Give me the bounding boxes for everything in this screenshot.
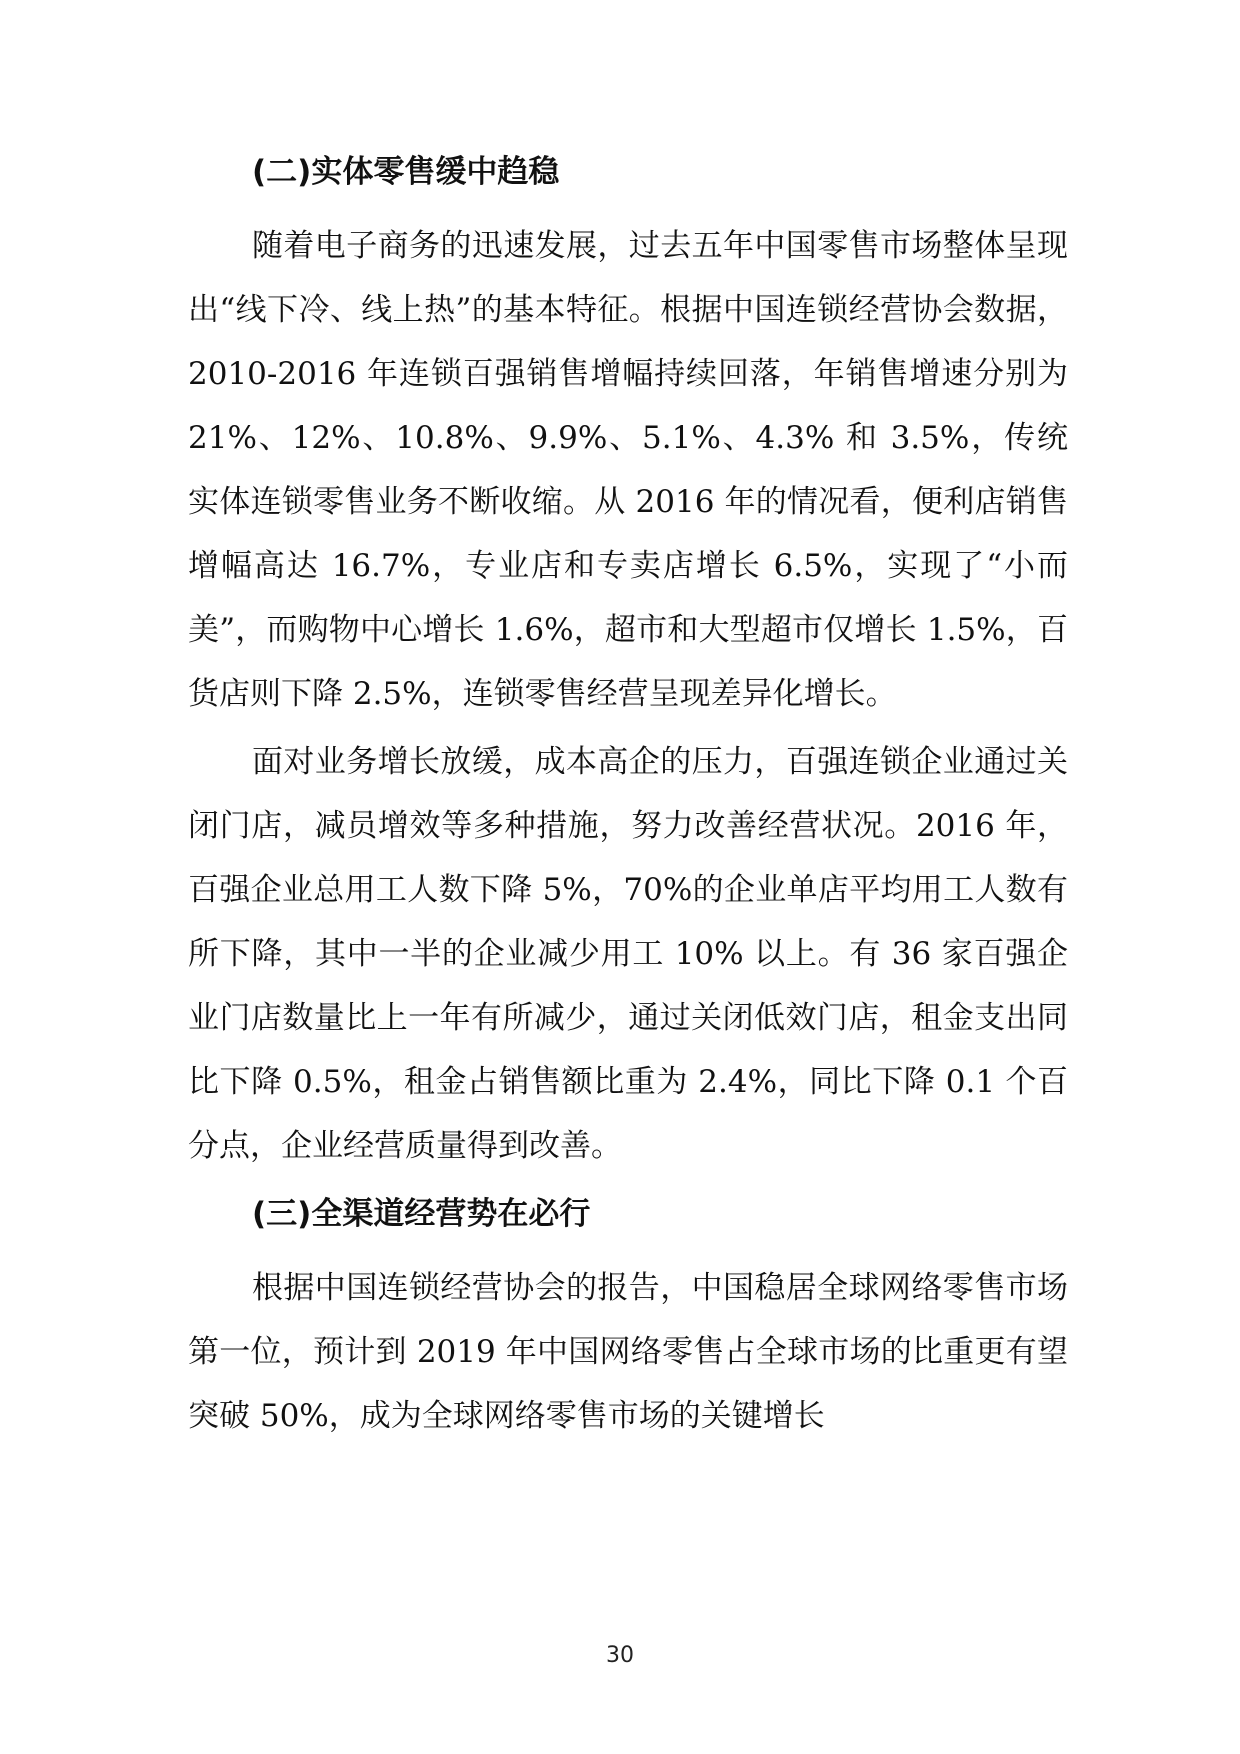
page-number: 30 (606, 1643, 634, 1668)
paragraph: 根据中国连锁经营协会的报告，中国稳居全球网络零售市场第一位，预计到 2019 年中国网络零售占全球市场的比重更有望突破 50%，成为全球网络零售市场的关键增长 (188, 1270, 1068, 1434)
section-heading-2: (二)实体零售缓中趋稳 (252, 154, 560, 190)
page-content (188, 150, 1068, 1452)
section-heading-3: (三)全渠道经营势在必行 (252, 1196, 591, 1232)
paragraph: 面对业务增长放缓，成本高企的压力，百强连锁企业通过关闭门店，减员增效等多种措施，努力改善经营状况。2016 年，百强企业总用工人数下降 5%，70%的企业单店平均用工人数有所下降，其中一半的企业减少用工 10% 以上。有 36 家百强企业门店数量比上一年有所减少，通过关闭低效门店，租金支出同比下降 0.5%，租金占销售额比重为 2.4%，同比下降 0.1 个百分点，企业经营质量得到改善。 (188, 744, 1068, 1164)
paragraph: 随着电子商务的迅速发展，过去五年中国零售市场整体呈现出“线下冷、线上热”的基本特征。根据中国连锁经营协会数据，2010-2016 年连锁百强销售增幅持续回落，年销售增速分别为 21%、12%、10.8%、9.9%、5.1%、4.3% 和 3.5%，传统实体连锁零售业务不断收缩。从 2016 年的情况看，便利店销售增幅高达 16.7%，专业店和专卖店增长 6.5%，实现了“小而美”，而购物中心增长 1.6%，超市和大型超市仅增长 1.5%，百货店则下降 2.5%，连锁零售经营呈现差异化增长。 (188, 228, 1068, 712)
